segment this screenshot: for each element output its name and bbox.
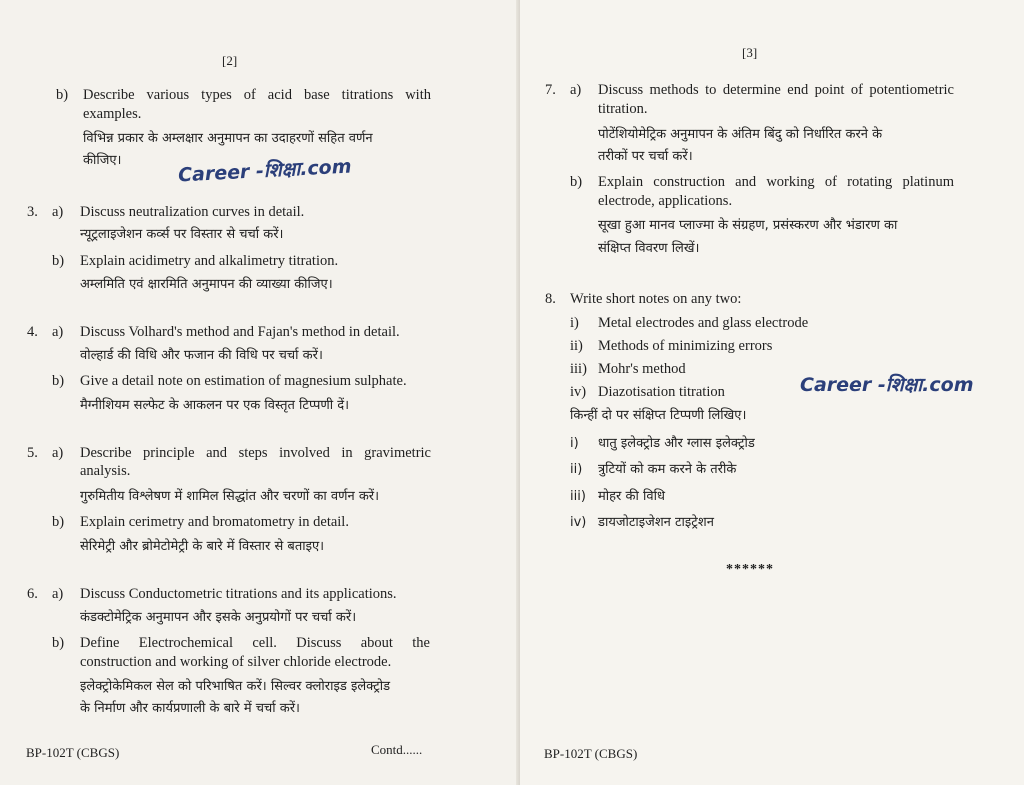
q8-title: Write short notes on any two: bbox=[570, 291, 742, 307]
q6b-text-hi-1: इलेक्ट्रोकेमिकल सेल को परिभाषित करें। सिल्वर क्लोराइड इलेक्ट्रोड bbox=[80, 679, 391, 694]
q8-number: 8. bbox=[545, 291, 556, 307]
q6a-text-en: Discuss Conductometric titrations and its applications. bbox=[80, 586, 397, 602]
q4a-text-en: Discuss Volhard's method and Fajan's method in detail. bbox=[80, 324, 400, 340]
q2b-text-en-1: Describe various types of acid base titrations with bbox=[83, 87, 431, 103]
q8-item-en-label: iv) bbox=[570, 384, 587, 400]
footer-contd: Contd...... bbox=[371, 742, 423, 757]
q7a-text-en-1: Discuss methods to determine end point of potentiometric bbox=[598, 82, 954, 98]
q3a-text-hi: न्यूट्रलाइजेशन कर्व्स पर विस्तार से चर्चा करें। bbox=[80, 227, 284, 242]
q8-title-hi: किन्हीं दो पर संक्षिप्त टिप्पणी लिखिए। bbox=[570, 408, 747, 423]
q8-item-en: Metal electrodes and glass electrode bbox=[598, 315, 809, 331]
q6b-text-en-1: Define Electrochemical cell. Discuss about the bbox=[80, 635, 430, 651]
right-page bbox=[520, 0, 1024, 785]
footer-code: BP-102T (CBGS) bbox=[544, 746, 638, 761]
q2b-text-hi-1: विभिन्न प्रकार के अम्लक्षार अनुमापन का उदाहरणों सहित वर्णन bbox=[83, 131, 373, 146]
q7b-text-hi-1: सूखा हुआ मानव प्लाज्मा के संग्रहण, प्रसंस्करण और भंडारण का bbox=[598, 218, 898, 233]
q8-item-en: Methods of minimizing errors bbox=[598, 338, 773, 354]
q8-item-hi: त्रुटियों को कम करने के तरीके bbox=[598, 462, 737, 477]
q6a-label: a) bbox=[52, 586, 64, 602]
q5a-text-en-2: analysis. bbox=[80, 463, 131, 479]
q3b-text-hi: अम्लमिति एवं क्षारमिति अनुमापन की व्याख्या कीजिए। bbox=[80, 277, 333, 292]
q2b-label: b) bbox=[56, 87, 69, 103]
q8-item-hi-label: i) bbox=[570, 436, 579, 451]
page-number: [3] bbox=[742, 45, 758, 60]
q8-item-hi: धातु इलेक्ट्रोड और ग्लास इलेक्ट्रोड bbox=[598, 436, 755, 451]
q7b-label: b) bbox=[570, 174, 583, 190]
q3b-label: b) bbox=[52, 253, 65, 269]
q5b-label: b) bbox=[52, 514, 65, 530]
q3b-text-en: Explain acidimetry and alkalimetry titration. bbox=[80, 253, 339, 269]
end-marker: ****** bbox=[726, 562, 774, 577]
q7-number: 7. bbox=[545, 82, 556, 98]
q7a-text-en-2: titration. bbox=[598, 101, 648, 117]
q8-item-en: Diazotisation titration bbox=[598, 384, 725, 400]
q8-item-hi: मोहर की विधि bbox=[598, 489, 665, 504]
q4-number: 4. bbox=[27, 324, 38, 340]
watermark: Career -शिक्षा.com bbox=[800, 374, 974, 396]
q2b-text-en-2: examples. bbox=[83, 106, 142, 122]
q8-item-hi-label: ii) bbox=[570, 462, 583, 477]
q3-number: 3. bbox=[27, 204, 38, 220]
q7a-text-hi-1: पोटेंशियोमेट्रिक अनुमापन के अंतिम बिंदु को निर्धारित करने के bbox=[598, 127, 883, 142]
q4b-text-en: Give a detail note on estimation of magnesium sulphate. bbox=[80, 373, 407, 389]
q8-item-hi-label: iii) bbox=[570, 489, 586, 504]
q6b-label: b) bbox=[52, 635, 65, 651]
q2b-text-hi-2: कीजिए। bbox=[83, 153, 122, 168]
q5b-text-en: Explain cerimetry and bromatometry in detail. bbox=[80, 514, 349, 530]
q7b-text-hi-2: संक्षिप्त विवरण लिखें। bbox=[598, 241, 700, 256]
q7b-text-en-2: electrode, applications. bbox=[598, 193, 733, 209]
q6b-text-en-2: construction and working of silver chloride electrode. bbox=[80, 654, 392, 670]
q7a-label: a) bbox=[570, 82, 582, 98]
footer-code: BP-102T (CBGS) bbox=[26, 745, 120, 760]
q5-number: 5. bbox=[27, 445, 38, 461]
q4b-label: b) bbox=[52, 373, 65, 389]
q8-item-en-label: i) bbox=[570, 315, 579, 331]
q4a-label: a) bbox=[52, 324, 64, 340]
q6b-text-hi-2: के निर्माण और कार्यप्रणाली के बारे में चर्चा करें। bbox=[80, 701, 300, 716]
q3a-text-en: Discuss neutralization curves in detail. bbox=[80, 204, 305, 220]
q6-number: 6. bbox=[27, 586, 38, 602]
q5a-label: a) bbox=[52, 445, 64, 461]
watermark: Career -शिक्षा.com bbox=[177, 155, 353, 187]
q5a-text-hi: गुरुमितीय विश्लेषण में शामिल सिद्धांत और चरणों का वर्णन करें। bbox=[80, 489, 380, 504]
q8-item-en-label: iii) bbox=[570, 361, 587, 377]
q8-item-hi: डायजोटाइजेशन टाइट्रेशन bbox=[598, 515, 714, 530]
q5a-text-en-1: Describe principle and steps involved in gravimetric bbox=[80, 445, 431, 461]
q7b-text-en-1: Explain construction and working of rotating platinum bbox=[598, 174, 954, 190]
q8-item-en: Mohr's method bbox=[598, 361, 686, 377]
q7a-text-hi-2: तरीकों पर चर्चा करें। bbox=[598, 149, 693, 164]
q6a-text-hi: कंडक्टोमेट्रिक अनुमापन और इसके अनुप्रयोगों पर चर्चा करें। bbox=[80, 610, 357, 625]
q5b-text-hi: सेरिमेट्री और ब्रोमेटोमेट्री के बारे में विस्तार से बताइए। bbox=[80, 539, 325, 554]
q4b-text-hi: मैग्नीशियम सल्फेट के आकलन पर एक विस्तृत टिप्पणी दें। bbox=[80, 398, 350, 413]
page-number: [2] bbox=[222, 53, 238, 68]
q3a-label: a) bbox=[52, 204, 64, 220]
q8-item-en-label: ii) bbox=[570, 338, 583, 354]
q4a-text-hi: वोल्हार्ड की विधि और फजान की विधि पर चर्चा करें। bbox=[80, 348, 323, 363]
q8-item-hi-label: iv) bbox=[570, 515, 587, 530]
